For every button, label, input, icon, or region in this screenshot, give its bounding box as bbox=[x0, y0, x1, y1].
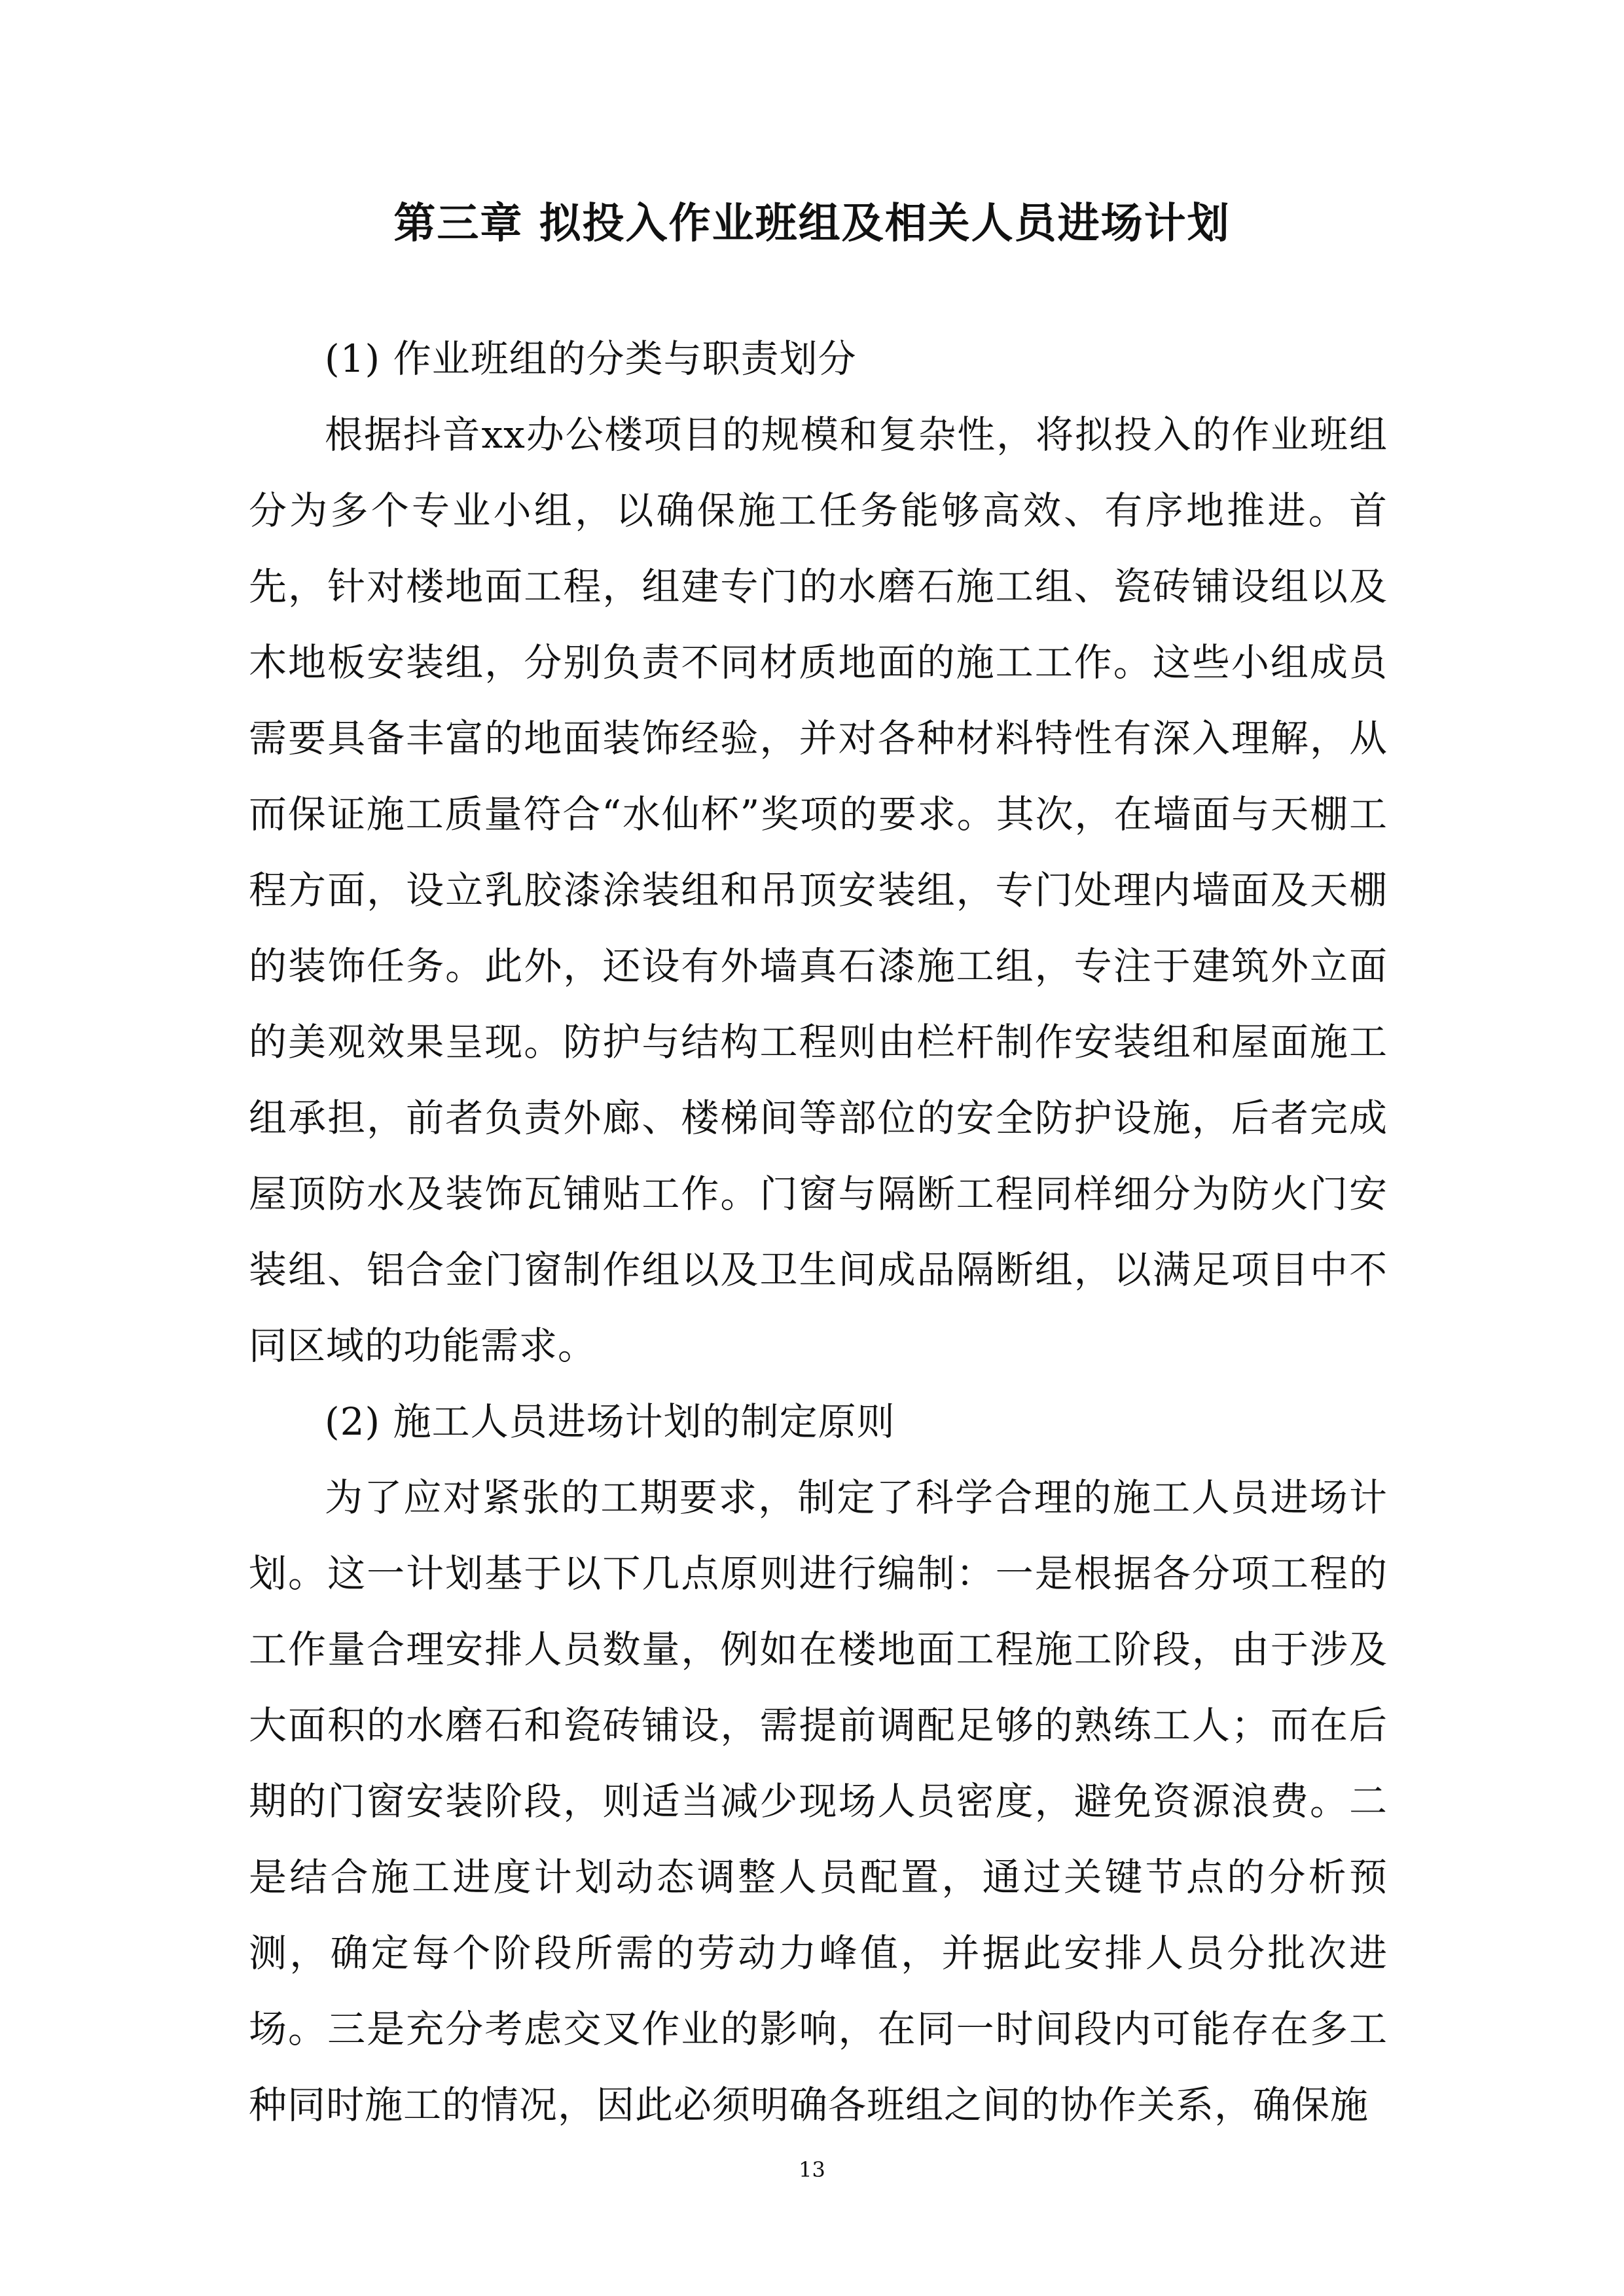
paragraph-2: 为了应对紧张的工期要求，制定了科学合理的施工人员进场计划。这一计划基于以下几点原则进行编制：一是根据各分项工程的工作量合理安排人员数量，例如在楼地面工程施工阶段，由于涉及大面积的水磨石和瓷砖铺设，需提前调配足够的熟练工人；而在后期的门窗安装阶段，则适当减少现场人员密度，避免资源浪费。二是结合施工进度计划动态调整人员配置，通过关键节点的分析预测，确定每个阶段所需的劳动力峰值，并据此安排人员分批次进场。三是充分考虑交叉作业的影响，在同一时间段内可能存在多工种同时施工的情况，因此必须明确各班组之间的协作关系，确保施 bbox=[249, 1475, 1388, 2127]
page-number: 13 bbox=[799, 2157, 825, 2182]
section-heading-2: (2) 施工人员进场计划的制定原则 bbox=[325, 1399, 895, 1444]
document-body bbox=[249, 321, 1388, 2143]
page-title: 第三章 拟投入作业班组及相关人员进场计划 bbox=[393, 200, 1231, 248]
paragraph-1: 根据抖音xx办公楼项目的规模和复杂性，将拟投入的作业班组分为多个专业小组，以确保施工任务能够高效、有序地推进。首先，针对楼地面工程，组建专门的水磨石施工组、瓷砖铺设组以及木地板安装组，分别负责不同材质地面的施工工作。这些小组成员需要具备丰富的地面装饰经验，并对各种材料特性有深入理解，从而保证施工质量符合“水仙杯”奖项的要求。其次，在墙面与天棚工程方面，设立乳胶漆涂装组和吊顶安装组，专门处理内墙面及天棚的装饰任务。此外，还设有外墙真石漆施工组，专注于建筑外立面的美观效果呈现。防护与结构工程则由栏杆制作安装组和屋面施工组承担，前者负责外廊、楼梯间等部位的安全防护设施，后者完成屋顶防水及装饰瓦铺贴工作。门窗与隔断工程同样细分为防火门安装组、铝合金门窗制作组以及卫生间成品隔断组，以满足项目中不同区域的功能需求。 bbox=[249, 412, 1388, 1368]
section-heading-1: (1) 作业班组的分类与职责划分 bbox=[325, 336, 857, 381]
